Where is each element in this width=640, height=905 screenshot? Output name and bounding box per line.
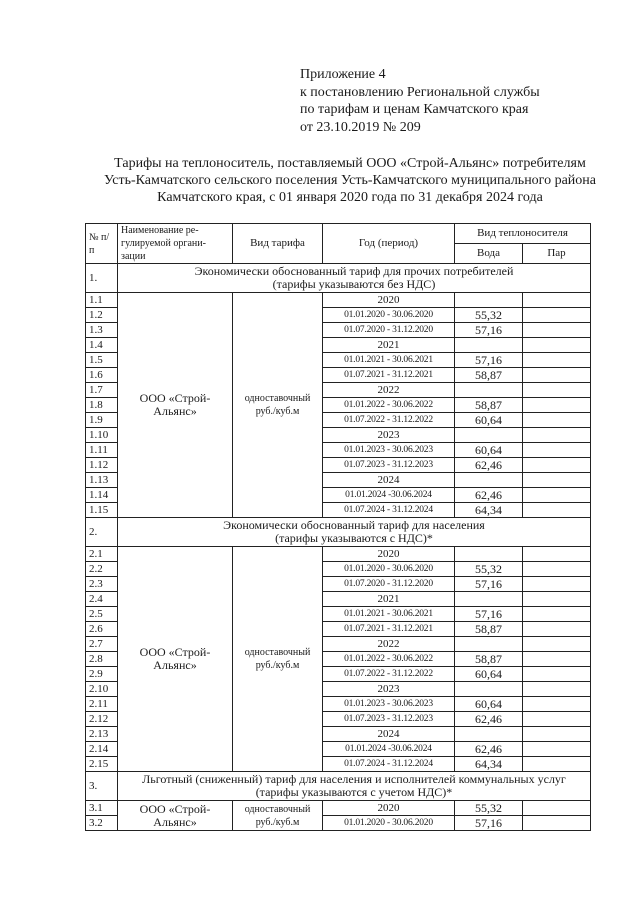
row-number: 2.5 — [86, 607, 118, 622]
steam-value — [523, 428, 591, 443]
row-number: 1.10 — [86, 428, 118, 443]
water-value: 60,64 — [455, 443, 523, 458]
steam-value — [523, 652, 591, 667]
year-cell: 2021 — [323, 592, 455, 607]
title-line: Камчатского края, с 01 января 2020 года по 31 декабря 2024 года — [157, 190, 543, 205]
tariff-kind: одноставочный руб./куб.м — [233, 293, 323, 518]
period-cell: 01.01.2021 - 30.06.2021 — [323, 353, 455, 368]
row-number: 2.11 — [86, 697, 118, 712]
row-number: 2.6 — [86, 622, 118, 637]
row-number: 1.15 — [86, 503, 118, 518]
year-cell: 2023 — [323, 428, 455, 443]
section-row — [86, 772, 591, 801]
water-value: 57,16 — [455, 353, 523, 368]
appendix-line: по тарифам и ценам Камчатского края — [300, 102, 529, 117]
section-title-line: (тарифы указываются с НДС)* — [275, 531, 433, 545]
water-value — [455, 338, 523, 353]
steam-value — [523, 368, 591, 383]
row-number: 1.6 — [86, 368, 118, 383]
period-cell: 01.01.2023 - 30.06.2023 — [323, 697, 455, 712]
water-value: 64,34 — [455, 503, 523, 518]
steam-value — [523, 742, 591, 757]
steam-value — [523, 682, 591, 697]
steam-value — [523, 816, 591, 831]
appendix-line: Приложение 4 — [300, 67, 386, 82]
water-value: 57,16 — [455, 323, 523, 338]
steam-value — [523, 637, 591, 652]
row-number: 3.1 — [86, 801, 118, 816]
header-carrier: Вид теплоносителя — [455, 224, 591, 244]
row-number: 2.10 — [86, 682, 118, 697]
appendix-block — [300, 66, 540, 136]
water-value: 62,46 — [455, 458, 523, 473]
water-value — [455, 383, 523, 398]
section-title — [118, 264, 591, 293]
period-cell: 01.07.2024 - 31.12.2024 — [323, 503, 455, 518]
row-number: 1.13 — [86, 473, 118, 488]
period-cell: 01.07.2023 - 31.12.2023 — [323, 458, 455, 473]
row-number: 1.12 — [86, 458, 118, 473]
title-line: Тарифы на теплоноситель, поставляемый ООО «Строй-Альянс» потребителям — [114, 156, 586, 171]
water-value: 62,46 — [455, 712, 523, 727]
organization-name: ООО «Строй-Альянс» — [118, 547, 233, 772]
row-number: 1.11 — [86, 443, 118, 458]
steam-value — [523, 562, 591, 577]
year-cell: 2020 — [323, 293, 455, 308]
row-number: 2.13 — [86, 727, 118, 742]
row-number: 2.15 — [86, 757, 118, 772]
steam-value — [523, 592, 591, 607]
row-number: 2.1 — [86, 547, 118, 562]
water-value: 58,87 — [455, 368, 523, 383]
year-cell: 2024 — [323, 473, 455, 488]
tariff-table — [85, 223, 591, 831]
row-number: 1.5 — [86, 353, 118, 368]
section-title-line: Льготный (сниженный) тариф для населения и исполнителей коммунальных услуг — [142, 772, 566, 786]
appendix-line: от 23.10.2019 № 209 — [300, 119, 421, 135]
row-number: 1.9 — [86, 413, 118, 428]
section-number: 2. — [86, 518, 118, 547]
period-cell: 01.01.2022 - 30.06.2022 — [323, 398, 455, 413]
steam-value — [523, 383, 591, 398]
steam-value — [523, 413, 591, 428]
steam-value — [523, 353, 591, 368]
water-value — [455, 428, 523, 443]
water-value — [455, 592, 523, 607]
header-period: Год (период) — [323, 224, 455, 264]
row-number: 2.2 — [86, 562, 118, 577]
year-cell: 2022 — [323, 383, 455, 398]
section-number: 1. — [86, 264, 118, 293]
steam-value — [523, 622, 591, 637]
steam-value — [523, 443, 591, 458]
water-value: 57,16 — [455, 607, 523, 622]
period-cell: 01.07.2022 - 31.12.2022 — [323, 667, 455, 682]
section-title-line: (тарифы указываются с учетом НДС)* — [255, 785, 453, 799]
year-cell: 2020 — [323, 547, 455, 562]
steam-value — [523, 757, 591, 772]
water-value: 58,87 — [455, 652, 523, 667]
water-value: 58,87 — [455, 398, 523, 413]
row-number: 1.14 — [86, 488, 118, 503]
steam-value — [523, 398, 591, 413]
steam-value — [523, 801, 591, 816]
organization-name: ООО «Строй-Альянс» — [118, 801, 233, 831]
steam-value — [523, 488, 591, 503]
section-title — [118, 518, 591, 547]
header-steam: Пар — [523, 244, 591, 264]
organization-name: ООО «Строй-Альянс» — [118, 293, 233, 518]
section-title-line: Экономически обоснованный тариф для населения — [223, 518, 485, 532]
appendix-line: к постановлению Региональной службы — [300, 84, 540, 100]
period-cell: 01.07.2024 - 31.12.2024 — [323, 757, 455, 772]
row-number: 1.1 — [86, 293, 118, 308]
water-value — [455, 473, 523, 488]
water-value: 57,16 — [455, 577, 523, 592]
water-value: 62,46 — [455, 742, 523, 757]
table-row — [86, 293, 591, 308]
row-number: 2.7 — [86, 637, 118, 652]
row-number: 1.4 — [86, 338, 118, 353]
period-cell: 01.01.2023 - 30.06.2023 — [323, 443, 455, 458]
row-number: 2.9 — [86, 667, 118, 682]
period-cell: 01.07.2020 - 31.12.2020 — [323, 577, 455, 592]
row-number: 1.7 — [86, 383, 118, 398]
section-title-line: Экономически обоснованный тариф для прочих потребителей — [194, 264, 514, 278]
steam-value — [523, 293, 591, 308]
row-number: 2.4 — [86, 592, 118, 607]
water-value: 55,32 — [455, 308, 523, 323]
water-value: 60,64 — [455, 697, 523, 712]
water-value — [455, 547, 523, 562]
tariff-kind: одноставочный руб./куб.м — [233, 547, 323, 772]
water-value: 55,32 — [455, 562, 523, 577]
water-value: 64,34 — [455, 757, 523, 772]
period-cell: 01.07.2021 - 31.12.2021 — [323, 368, 455, 383]
section-row — [86, 264, 591, 293]
water-value: 60,64 — [455, 667, 523, 682]
document-title — [80, 155, 620, 206]
water-value: 62,46 — [455, 488, 523, 503]
water-value — [455, 637, 523, 652]
steam-value — [523, 712, 591, 727]
year-cell: 2023 — [323, 682, 455, 697]
year-cell: 2020 — [323, 801, 455, 816]
water-value — [455, 727, 523, 742]
period-cell: 01.07.2021 - 31.12.2021 — [323, 622, 455, 637]
water-value: 57,16 — [455, 816, 523, 831]
table-row — [86, 547, 591, 562]
steam-value — [523, 607, 591, 622]
period-cell: 01.01.2022 - 30.06.2022 — [323, 652, 455, 667]
header-tariff-kind: Вид тарифа — [233, 224, 323, 264]
tariff-kind: одноставочный руб./куб.м — [233, 801, 323, 831]
steam-value — [523, 323, 591, 338]
period-cell: 01.01.2020 - 30.06.2020 — [323, 816, 455, 831]
period-cell: 01.01.2021 - 30.06.2021 — [323, 607, 455, 622]
year-cell: 2021 — [323, 338, 455, 353]
steam-value — [523, 503, 591, 518]
row-number: 1.2 — [86, 308, 118, 323]
table-row — [86, 801, 591, 816]
period-cell: 01.01.2024 -30.06.2024 — [323, 488, 455, 503]
row-number: 2.14 — [86, 742, 118, 757]
steam-value — [523, 473, 591, 488]
row-number: 1.8 — [86, 398, 118, 413]
water-value — [455, 682, 523, 697]
period-cell: 01.07.2020 - 31.12.2020 — [323, 323, 455, 338]
steam-value — [523, 458, 591, 473]
row-number: 1.3 — [86, 323, 118, 338]
header-org: Наименование ре-гулируемой органи-зации — [118, 224, 233, 264]
header-row — [86, 224, 591, 244]
title-line: Усть-Камчатского сельского поселения Усть-Камчатского муниципального района — [104, 173, 596, 188]
steam-value — [523, 667, 591, 682]
steam-value — [523, 547, 591, 562]
steam-value — [523, 727, 591, 742]
water-value: 55,32 — [455, 801, 523, 816]
header-num: № п/п — [86, 224, 118, 264]
section-title-line: (тарифы указываются без НДС) — [272, 277, 436, 291]
section-title — [118, 772, 591, 801]
water-value — [455, 293, 523, 308]
steam-value — [523, 577, 591, 592]
steam-value — [523, 338, 591, 353]
row-number: 2.8 — [86, 652, 118, 667]
row-number: 2.12 — [86, 712, 118, 727]
steam-value — [523, 697, 591, 712]
header-water: Вода — [455, 244, 523, 264]
period-cell: 01.01.2020 - 30.06.2020 — [323, 308, 455, 323]
period-cell: 01.01.2020 - 30.06.2020 — [323, 562, 455, 577]
year-cell: 2022 — [323, 637, 455, 652]
section-row — [86, 518, 591, 547]
row-number: 2.3 — [86, 577, 118, 592]
period-cell: 01.07.2022 - 31.12.2022 — [323, 413, 455, 428]
water-value: 58,87 — [455, 622, 523, 637]
steam-value — [523, 308, 591, 323]
water-value: 60,64 — [455, 413, 523, 428]
period-cell: 01.01.2024 -30.06.2024 — [323, 742, 455, 757]
year-cell: 2024 — [323, 727, 455, 742]
period-cell: 01.07.2023 - 31.12.2023 — [323, 712, 455, 727]
row-number: 3.2 — [86, 816, 118, 831]
section-number: 3. — [86, 772, 118, 801]
tariff-table-body — [86, 224, 591, 831]
